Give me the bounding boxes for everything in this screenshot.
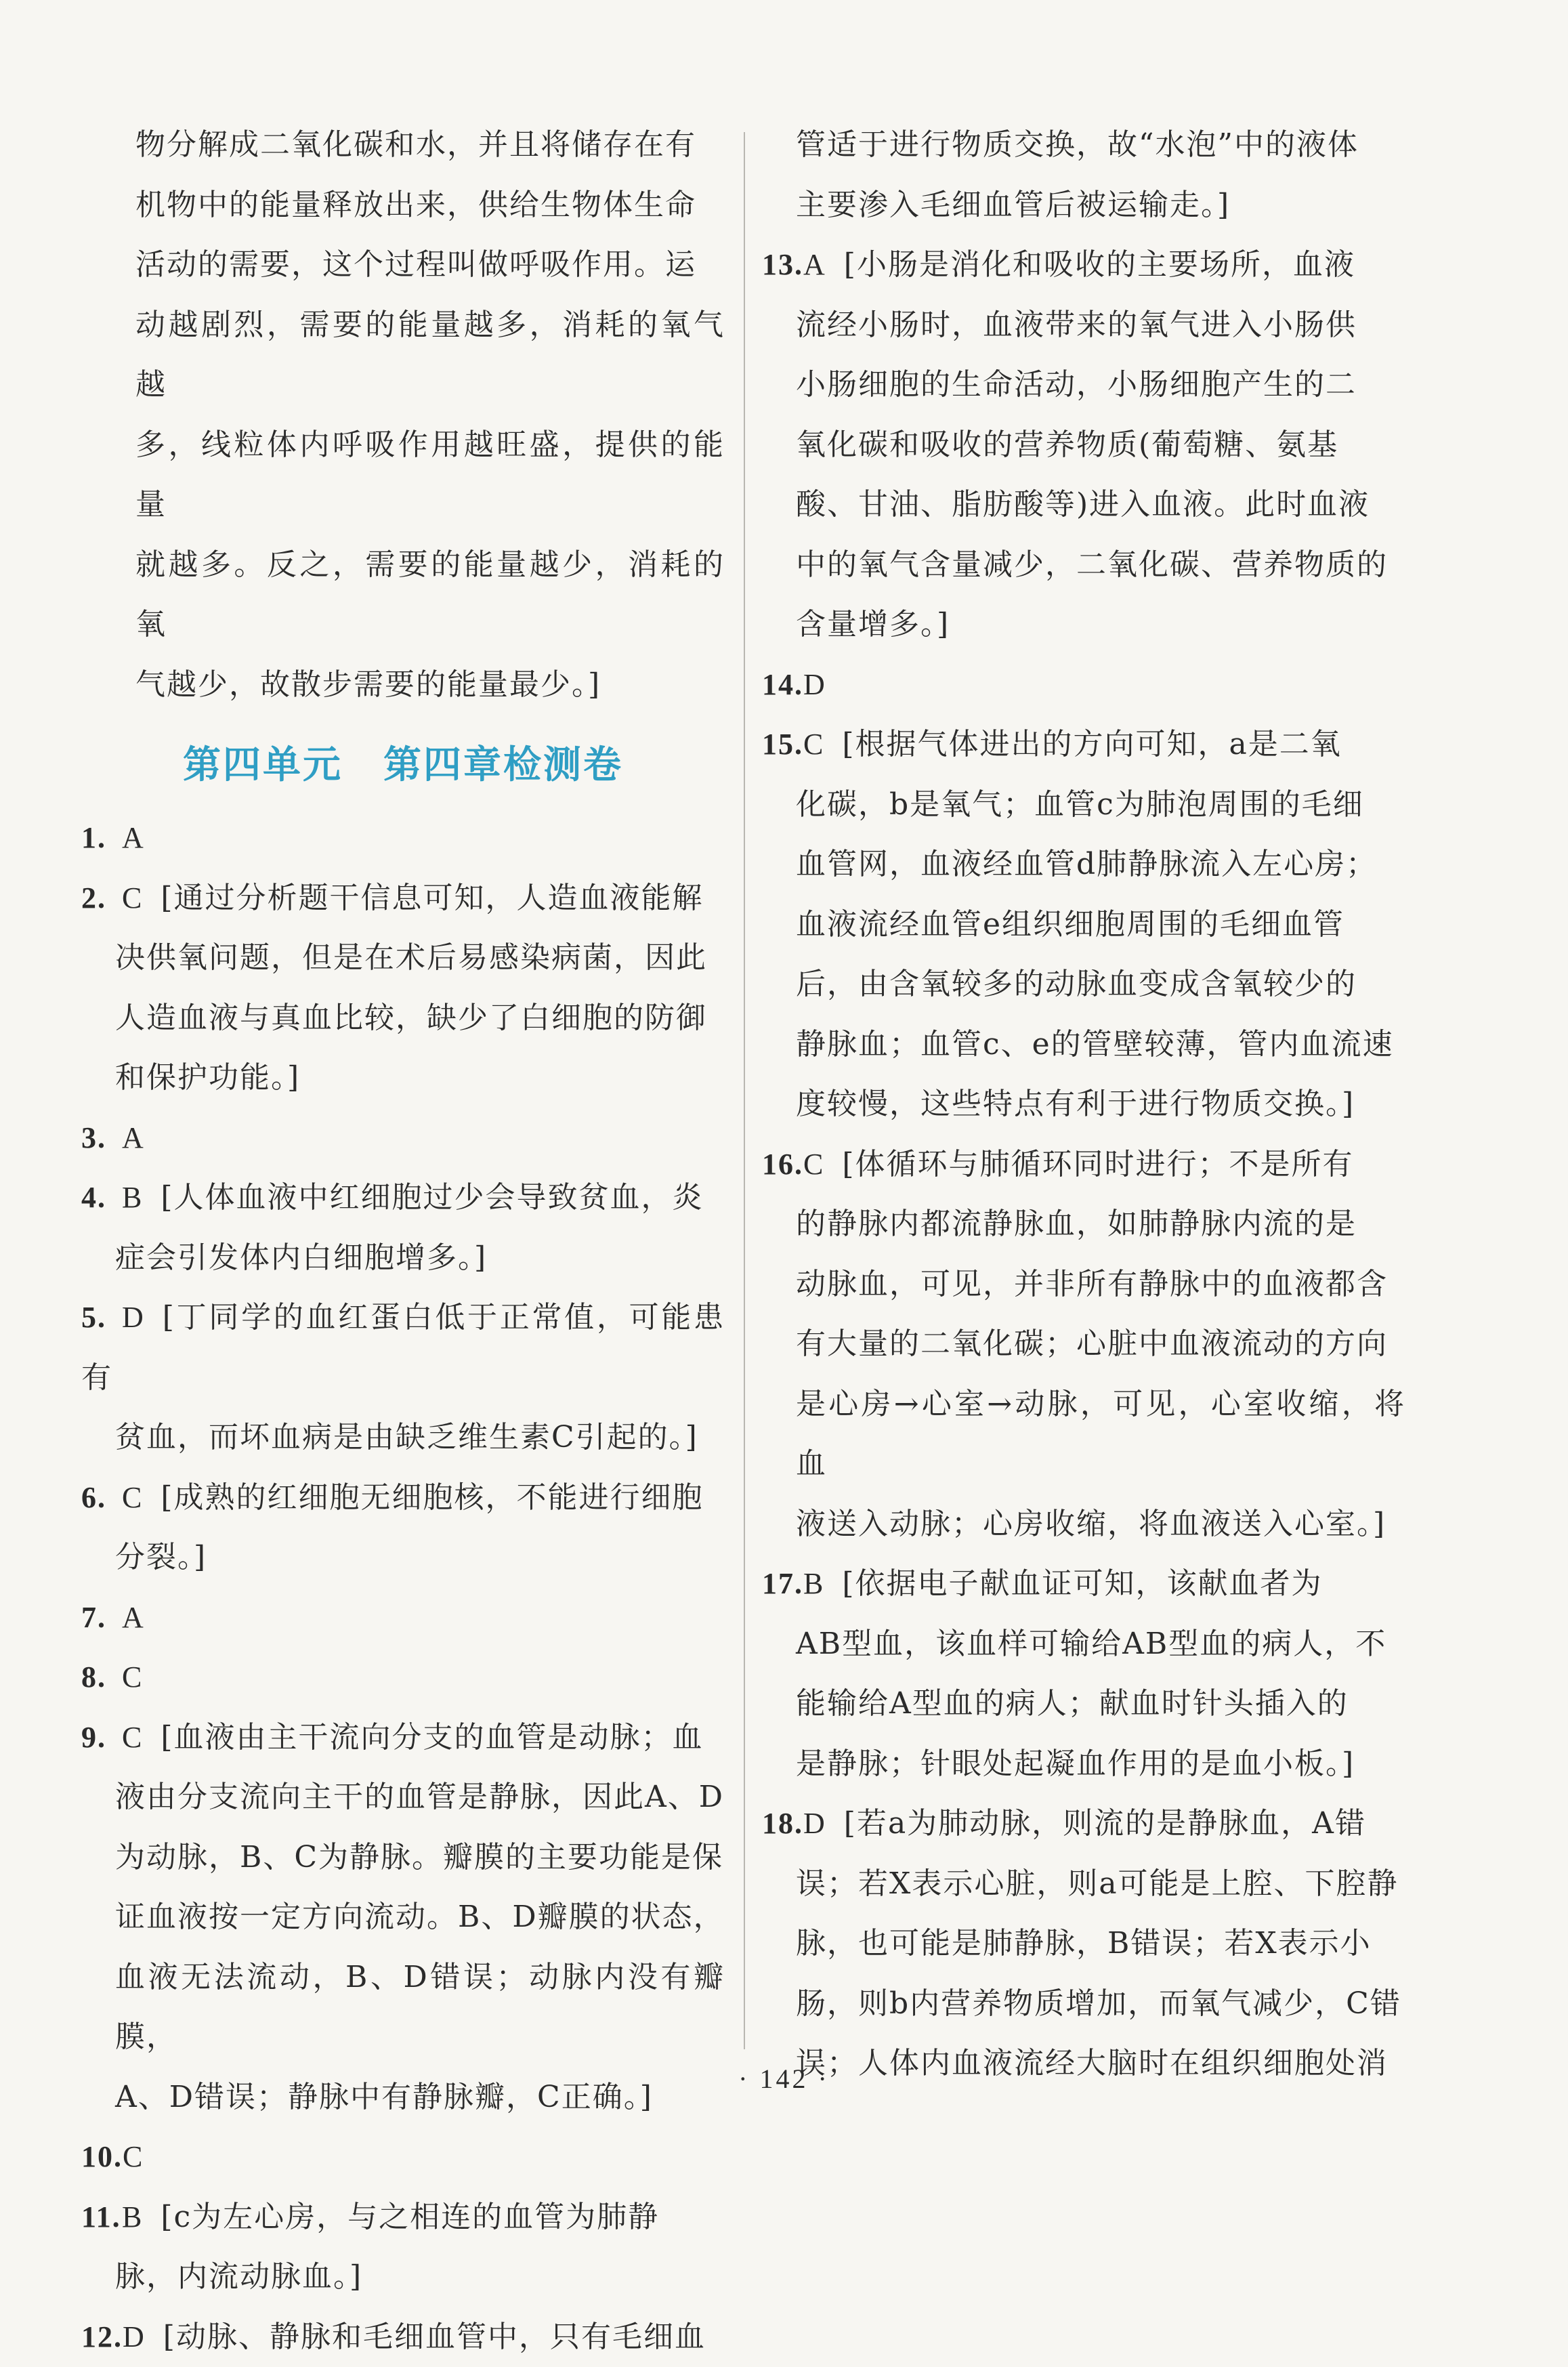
explanation-line: 为动脉，B、C为静脉。瓣膜的主要功能是保 bbox=[81, 1828, 725, 1888]
explanation-line: 动脉血，可见，并非所有静脉中的血液都含 bbox=[762, 1255, 1405, 1315]
intro-line: 活动的需要，这个过程叫做呼吸作用。运 bbox=[81, 235, 725, 295]
answer-letter: C bbox=[122, 881, 143, 915]
answer-letter: B bbox=[122, 1181, 143, 1214]
explanation-line: 人造血液与真血比较，缺少了白细胞的防御 bbox=[81, 988, 725, 1049]
explanation-line: [体循环与肺循环同时进行；不是所有 bbox=[842, 1147, 1353, 1181]
explanation-line: [若a为肺动脉，则流的是静脉血，A错 bbox=[844, 1806, 1366, 1841]
explanation-line: 误；人体内血液流经大脑时在组织细胞处消 bbox=[762, 2034, 1405, 2094]
explanation-line: 的静脉内都流静脉血，如肺静脉内流的是 bbox=[762, 1194, 1405, 1255]
answer-item bbox=[81, 1168, 725, 1288]
question-number: 3. bbox=[81, 1108, 122, 1169]
explanation-line: [c为左心房，与之相连的血管为肺静 bbox=[161, 2200, 659, 2234]
chapter-title: 第四章检测卷 bbox=[383, 743, 623, 787]
question-number: 10. bbox=[81, 2127, 123, 2187]
question-number: 9. bbox=[81, 1708, 122, 1768]
explanation-line: [丁同学的血红蛋白低于正常值，可能患有 bbox=[81, 1300, 725, 1395]
answer-letter: D bbox=[123, 2320, 146, 2353]
intro-line: 动越剧烈，需要的能量越多，消耗的氧气越 bbox=[81, 295, 725, 415]
explanation-line: 氧化碳和吸收的营养物质(葡萄糖、氨基 bbox=[762, 415, 1405, 476]
answer-letter: C bbox=[803, 728, 824, 761]
explanation-line: 能输给A型血的病人；献血时针头插入的 bbox=[762, 1674, 1405, 1734]
explanation-line: [依据电子献血证可知，该献血者为 bbox=[842, 1566, 1322, 1601]
explanation-line: [成熟的红细胞无细胞核，不能进行细胞 bbox=[161, 1480, 703, 1515]
answer-item bbox=[81, 2187, 725, 2307]
explanation-line: [动脉、静脉和毛细血管中，只有毛细血 bbox=[163, 2320, 706, 2354]
explanation-line: 是静脉；针眼处起凝血作用的是血小板。] bbox=[762, 1734, 1405, 1795]
explanation-line: 和保护功能。] bbox=[81, 1048, 725, 1108]
question-number: 18. bbox=[762, 1794, 803, 1854]
answer-item bbox=[762, 655, 1405, 715]
explanation-line: 度较慢，这些特点有利于进行物质交换。] bbox=[762, 1074, 1405, 1135]
explanation-line: 主要渗入毛细血管后被运输走。] bbox=[762, 175, 1405, 236]
answer-item bbox=[762, 715, 1405, 1135]
answer-item bbox=[762, 1554, 1405, 1794]
answer-letter: A bbox=[803, 248, 826, 281]
question-number: 5. bbox=[81, 1288, 122, 1348]
answer-letter: B bbox=[803, 1567, 824, 1600]
answer-letter: C bbox=[123, 2140, 144, 2173]
explanation-line: 后，由含氧较多的动脉血变成含氧较少的 bbox=[762, 955, 1405, 1015]
answer-item bbox=[81, 2307, 725, 2367]
question-number: 17. bbox=[762, 1554, 803, 1614]
answer-letter: C bbox=[122, 1660, 143, 1694]
explanation-line: 中的氧气含量减少，二氧化碳、营养物质的 bbox=[762, 535, 1405, 595]
explanation-line: 酸、甘油、脂肪酸等)进入血液。此时血液 bbox=[762, 475, 1405, 535]
answer-letter: C bbox=[122, 1481, 143, 1514]
answer-letter: D bbox=[803, 1807, 826, 1840]
explanation-line: 分裂。] bbox=[81, 1528, 725, 1588]
question-number: 16. bbox=[762, 1135, 803, 1195]
question-number: 15. bbox=[762, 715, 803, 775]
explanation-line: 脉，内流动脉血。] bbox=[81, 2247, 725, 2307]
column-divider bbox=[744, 132, 745, 2049]
intro-line: 机物中的能量释放出来，供给生物体生命 bbox=[81, 175, 725, 236]
explanation-line: 脉，也可能是肺静脉，B错误；若X表示小 bbox=[762, 1914, 1405, 1974]
explanation-line: 液由分支流向主干的血管是静脉，因此A、D bbox=[81, 1767, 725, 1828]
explanation-line: 是心房→心室→动脉，可见，心室收缩，将血 bbox=[762, 1375, 1405, 1494]
explanation-line: 肠，则b内营养物质增加，而氧气减少，C错 bbox=[762, 1974, 1405, 2034]
explanation-line: 管适于进行物质交换，故“水泡”中的液体 bbox=[796, 127, 1359, 162]
answer-letter: C bbox=[122, 1721, 143, 1754]
question-number: 2. bbox=[81, 868, 122, 929]
explanation-line: 化碳，b是氧气；血管c为肺泡周围的毛细 bbox=[762, 775, 1405, 835]
answer-item bbox=[762, 1794, 1405, 2094]
right-column bbox=[762, 115, 1405, 2094]
question-number: 1. bbox=[81, 808, 122, 868]
answer-item bbox=[81, 1648, 725, 1708]
answer-item bbox=[762, 115, 1405, 235]
answer-item bbox=[762, 1135, 1405, 1555]
answer-item bbox=[81, 2127, 725, 2187]
explanation-line: AB型血，该血样可输给AB型血的病人，不 bbox=[762, 1614, 1405, 1675]
answer-item bbox=[81, 808, 725, 868]
explanation-line: 小肠细胞的生命活动，小肠细胞产生的二 bbox=[762, 355, 1405, 415]
question-number: 13. bbox=[762, 235, 803, 295]
intro-paragraph bbox=[81, 115, 725, 715]
explanation-line: 含量增多。] bbox=[762, 595, 1405, 655]
explanation-line: 血液流经血管e组织细胞周围的毛细血管 bbox=[762, 895, 1405, 955]
left-column bbox=[81, 115, 725, 2367]
answer-letter: C bbox=[803, 1148, 824, 1181]
question-number: 14. bbox=[762, 655, 803, 715]
explanation-line: 血管网，血液经血管d肺静脉流入左心房； bbox=[762, 835, 1405, 895]
answer-item bbox=[81, 1588, 725, 1648]
answer-letter: B bbox=[122, 2200, 143, 2234]
question-number: 12. bbox=[81, 2307, 123, 2367]
question-number: 6. bbox=[81, 1468, 122, 1528]
page-number: · 142 · bbox=[0, 2063, 1568, 2095]
answer-item bbox=[81, 1288, 725, 1468]
answer-letter: A bbox=[122, 1601, 145, 1634]
explanation-line: [小肠是消化和吸收的主要场所，血液 bbox=[844, 247, 1355, 282]
answer-item bbox=[81, 868, 725, 1108]
intro-line: 就越多。反之，需要的能量越少，消耗的氧 bbox=[81, 535, 725, 655]
explanation-line: [通过分析题干信息可知，人造血液能解 bbox=[161, 881, 703, 915]
explanation-line: 血液无法流动，B、D错误；动脉内没有瓣膜， bbox=[81, 1948, 725, 2068]
answer-item bbox=[762, 235, 1405, 655]
question-number: 11. bbox=[81, 2187, 122, 2248]
question-number: 4. bbox=[81, 1168, 122, 1228]
answer-item bbox=[81, 1468, 725, 1588]
intro-line: 物分解成二氧化碳和水，并且将储存在有 bbox=[81, 115, 725, 175]
answer-letter: A bbox=[122, 821, 145, 854]
explanation-line: 误；若X表示心脏，则a可能是上腔、下腔静 bbox=[762, 1854, 1405, 1914]
left-answer-list bbox=[81, 808, 725, 2367]
answer-letter: A bbox=[122, 1121, 145, 1154]
explanation-line: 证血液按一定方向流动。B、D瓣膜的状态， bbox=[81, 1887, 725, 1948]
section-title bbox=[81, 735, 725, 796]
explanation-line: 有大量的二氧化碳；心脏中血液流动的方向 bbox=[762, 1314, 1405, 1375]
explanation-line: 静脉血；血管c、e的管壁较薄，管内血流速 bbox=[762, 1015, 1405, 1075]
question-number: 7. bbox=[81, 1588, 122, 1648]
right-answer-list bbox=[762, 115, 1405, 2094]
answer-item bbox=[81, 1108, 725, 1169]
question-number: 8. bbox=[81, 1648, 122, 1708]
answer-letter: D bbox=[803, 668, 826, 701]
explanation-line: 决供氧问题，但是在术后易感染病菌，因此 bbox=[81, 928, 725, 988]
explanation-line: A、D错误；静脉中有静脉瓣，C正确。] bbox=[81, 2068, 725, 2128]
intro-line: 多，线粒体内呼吸作用越旺盛，提供的能量 bbox=[81, 415, 725, 535]
explanation-line: 流经小肠时，血液带来的氧气进入小肠供 bbox=[762, 295, 1405, 356]
explanation-line: 液送入动脉；心房收缩，将血液送入心室。] bbox=[762, 1494, 1405, 1555]
unit-title: 第四单元 bbox=[183, 743, 343, 787]
intro-line: 气越少，故散步需要的能量最少。] bbox=[81, 655, 725, 715]
explanation-line: 贫血，而坏血病是由缺乏维生素C引起的。] bbox=[81, 1408, 725, 1468]
explanation-line: 症会引发体内白细胞增多。] bbox=[81, 1228, 725, 1289]
explanation-line: [血液由主干流向分支的血管是动脉；血 bbox=[161, 1720, 703, 1755]
explanation-line: [根据气体进出的方向可知，a是二氧 bbox=[842, 727, 1341, 761]
answer-letter: D bbox=[122, 1301, 145, 1334]
explanation-line: [人体血液中红细胞过少会导致贫血，炎 bbox=[161, 1180, 703, 1215]
